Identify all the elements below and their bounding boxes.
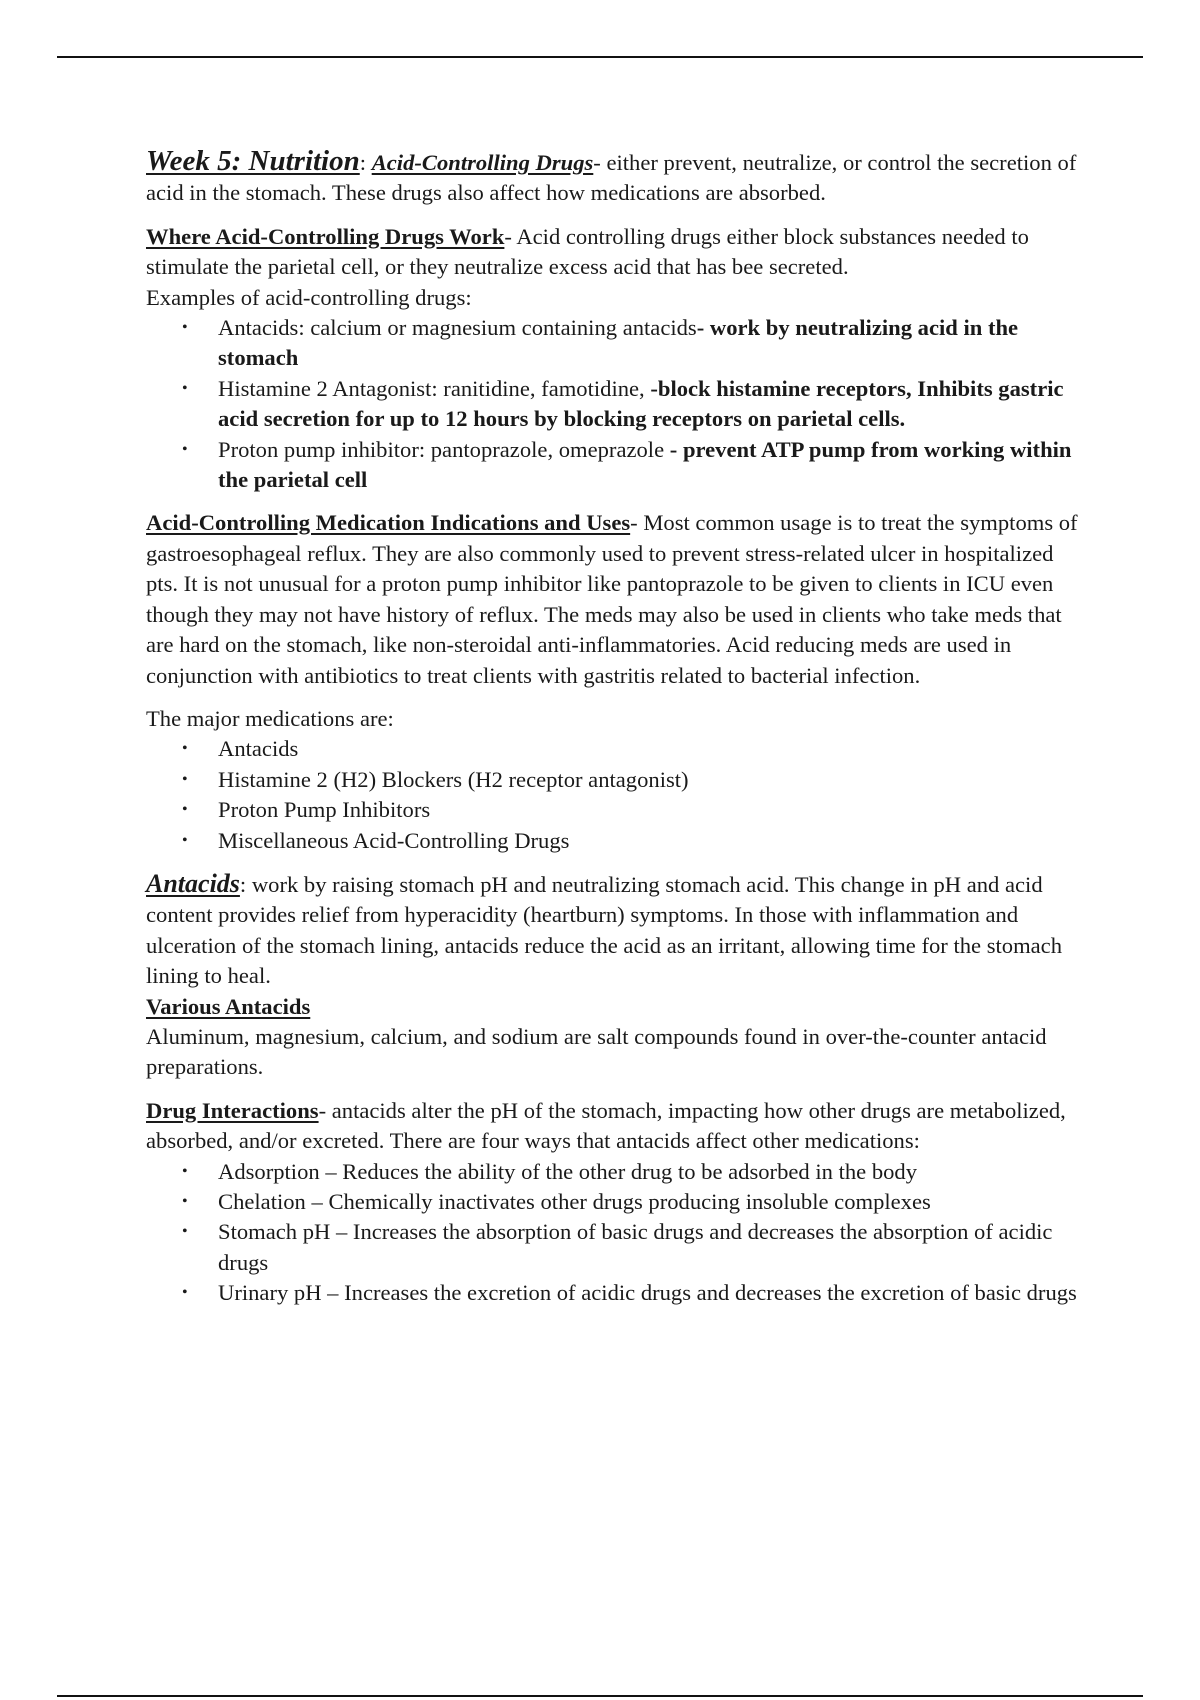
list-item [146,1157,1086,1187]
title-paragraph [146,146,1086,209]
item-text: Stomach pH – Increases the absorption of basic drugs and decreases the absorption of acidic drugs [218,1219,1053,1275]
title-description: - either prevent, neutralize, or control the secretion of acid in the stomach. These drugs also affect how medications are absorbed. [146,150,1077,206]
week-title: Week 5: Nutrition [146,145,360,177]
item-bold-text: - work by neutralizing acid in the stomach [218,315,1019,371]
item-text: Adsorption – Reduces the ability of the other drug to be adsorbed in the body [218,1158,918,1184]
item-text: Miscellaneous Acid-Controlling Drugs [218,827,570,853]
indications-text: - Most common usage is to treat the symptoms of gastroesophageal reflux. They are also commonly used to prevent stress-related ulcer in hospitalized pts. It is not unusual for a proton pump inhibitor like pantoprazole to be given to clients in ICU even though they may not have history of reflux. The meds may also be used in clients who take meds that are hard on the stomach, like non-steroidal anti-inflammatories. Acid reducing meds are used in conjunction with antibiotics to treat clients with gastritis related to bacterial infection. [146,510,1078,688]
interactions-text: - antacids alter the pH of the stomach, impacting how other drugs are metabolized, absorbed, and/or excreted. There are four ways that antacids affect other medications: [146,1097,1066,1154]
bullet-icon: • [182,440,188,458]
bullet-icon: • [182,1223,188,1241]
bottom-rule [57,1695,1143,1697]
interactions-heading: Drug Interactions [146,1097,319,1123]
indications-paragraph [146,508,1086,690]
examples-label: Examples of acid-controlling drugs: [146,284,472,310]
title-colon: : [359,150,367,175]
list-item [146,435,1086,496]
list-item [146,313,1086,374]
item-text: Urinary pH – Increases the excretion of acidic drugs and decreases the excretion of basic drugs [218,1280,1077,1306]
where-paragraph [146,222,1086,283]
antacids-text: : work by raising stomach pH and neutralizing stomach acid. This change in pH and acid content provides relief from hyperacidity (heartburn) symptoms. In those with inflammation and ulceration of the stomach lining, antacids reduce the acid as an irritant, allowing time for the stomach lining to heal. [146,871,1062,989]
where-text: - Acid controlling drugs either block substances needed to stimulate the parietal cell, or they neutralize excess acid that has bee secreted. [146,223,1029,280]
bullet-icon: • [182,1193,188,1210]
list-item [146,826,1086,856]
item-bold-text: -block histamine receptors, Inhibits gastric acid secretion for up to 12 hours by blocking receptors on parietal cells. [218,375,1064,432]
bullet-icon: • [182,831,188,849]
bullet-icon: • [182,801,188,819]
examples-list [146,313,1086,495]
major-list [146,734,1086,856]
various-antacids-text: Aluminum, magnesium, calcium, and sodium are salt compounds found in over-the-counter antacid preparations. [146,1023,1047,1080]
item-bold-text: - prevent ATP pump from working within the parietal cell [218,436,1072,493]
interactions-paragraph [146,1096,1086,1157]
bullet-icon: • [182,1162,188,1180]
item-text: Proton pump inhibitor: pantoprazole, omeprazole [218,436,670,462]
bullet-icon: • [182,319,188,337]
antacids-heading: Antacids [146,868,240,898]
list-item [146,374,1086,435]
major-label: The major medications are: [146,705,394,731]
bullet-icon: • [182,770,188,788]
list-item [146,1187,1086,1217]
item-text: Histamine 2 (H2) Blockers (H2 receptor antagonist) [218,766,689,792]
antacids-paragraph [146,869,1086,992]
item-text: Proton Pump Inhibitors [218,797,431,823]
indications-heading: Acid-Controlling Medication Indications and Uses [146,510,631,536]
bullet-icon: • [182,1284,188,1302]
list-item [146,734,1086,764]
list-item [146,1278,1086,1308]
item-text: Chelation – Chemically inactivates other drugs producing insoluble complexes [218,1189,931,1214]
document-body [146,146,1086,1309]
where-heading: Where Acid-Controlling Drugs Work [146,223,505,249]
list-item [146,795,1086,825]
item-text: Antacids: calcium or magnesium containing antacids [218,315,697,341]
bullet-icon: • [182,740,188,758]
item-text: Antacids [218,736,299,762]
interactions-list [146,1157,1086,1309]
list-item [146,765,1086,795]
bullet-icon: • [182,379,188,397]
top-rule [57,56,1143,58]
list-item [146,1217,1086,1278]
various-heading-text: Various Antacids [146,993,311,1019]
various-antacids-heading [146,992,1086,1022]
item-text: Histamine 2 Antagonist: ranitidine, famotidine, [218,375,651,401]
topic-title: Acid-Controlling Drugs [371,150,594,175]
